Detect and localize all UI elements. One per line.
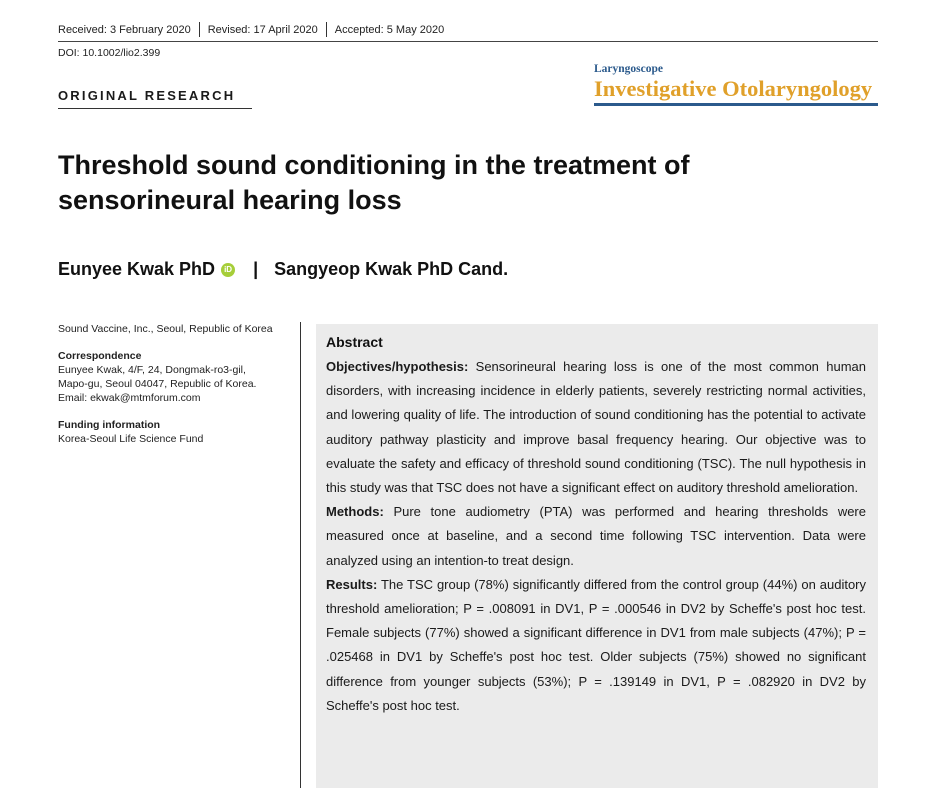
column-divider <box>300 322 301 788</box>
author-separator: | <box>253 259 259 279</box>
funding-block <box>58 418 290 446</box>
author-name[interactable]: Sangyeop Kwak PhD Cand. <box>274 259 509 279</box>
results-label: Results: <box>326 576 378 592</box>
doi-link[interactable]: DOI: 10.1002/lio2.399 <box>58 47 161 59</box>
author-name[interactable]: Eunyee Kwak PhD <box>58 259 216 279</box>
abstract-results <box>326 573 866 718</box>
date-separator <box>326 22 327 37</box>
results-text: The TSC group (78%) significantly differed from the control group (44%) on auditory threshold amelioration; P = .008091 in DV1, P = .000546 in DV2 by Scheffe's post hoc test. Female subjects (77%) showed a significant difference in DV1 from male subjects (47%); P = .025468 in DV1 by Scheffe's post hoc test. Older subjects (75%) showed no significant difference from younger subjects (53%); P = .139149 in DV1, P = .082920 in DV2 by Scheffe's post hoc test. <box>326 576 866 713</box>
methods-label: Methods: <box>326 504 384 520</box>
article-title: Threshold sound conditioning in the treatment of sensorineural hearing loss <box>58 150 690 215</box>
abstract-heading: Abstract <box>326 334 383 350</box>
journal-logo <box>594 62 878 106</box>
section-rule <box>58 108 252 109</box>
received-date: Received: 3 February 2020 <box>58 23 191 36</box>
methods-text: Pure tone audiometry (PTA) was performed and hearing thresholds were measured once at baseline, and a second time following TSC intervention. Data were analyzed using an intention-to treat design. <box>326 504 866 568</box>
abstract-methods <box>326 500 866 573</box>
funding-text: Korea-Seoul Life Science Fund <box>58 433 204 445</box>
correspondence-email[interactable]: Email: ekwak@mtmforum.com <box>58 392 201 404</box>
revised-date: Revised: 17 April 2020 <box>207 23 318 36</box>
objectives-label: Objectives/hypothesis: <box>326 359 469 374</box>
affiliation: Sound Vaccine, Inc., Seoul, Republic of Korea <box>58 323 273 335</box>
orcid-icon[interactable]: iD <box>221 263 235 277</box>
section-label: ORIGINAL RESEARCH <box>58 88 236 103</box>
correspondence-line: Eunyee Kwak, 4/F, 24, Dongmak-ro3-gil, <box>58 364 246 376</box>
article-info-sidebar <box>58 322 290 459</box>
correspondence-block <box>58 349 290 405</box>
journal-name: Investigative Otolaryngology <box>594 76 873 101</box>
correspondence-line: Mapo-gu, Seoul 04047, Republic of Korea. <box>58 378 257 390</box>
abstract-box <box>316 324 878 788</box>
journal-logo-bar <box>594 103 878 106</box>
correspondence-header: Correspondence <box>58 350 142 362</box>
header-rule <box>58 41 878 42</box>
date-separator <box>199 22 200 37</box>
journal-publisher: Laryngoscope <box>594 63 663 75</box>
article-dates <box>58 22 444 37</box>
abstract-objectives <box>326 355 866 500</box>
funding-header: Funding information <box>58 419 161 431</box>
objectives-text: Sensorineural hearing loss is one of the most common human disorders, with increasing incidence in elderly patients, severely restricting normal activities, and lowering quality of life. The introduction of sound conditioning has the potential to activate auditory pathway plasticity and improve basal frequency hearing. Our objective was to evaluate the safety and efficacy of threshold sound conditioning (TSC). The null hypothesis in this study was that TSC does not have a significant effect on auditory threshold amelioration. <box>326 359 866 496</box>
author-list <box>58 259 508 280</box>
accepted-date: Accepted: 5 May 2020 <box>334 23 445 36</box>
